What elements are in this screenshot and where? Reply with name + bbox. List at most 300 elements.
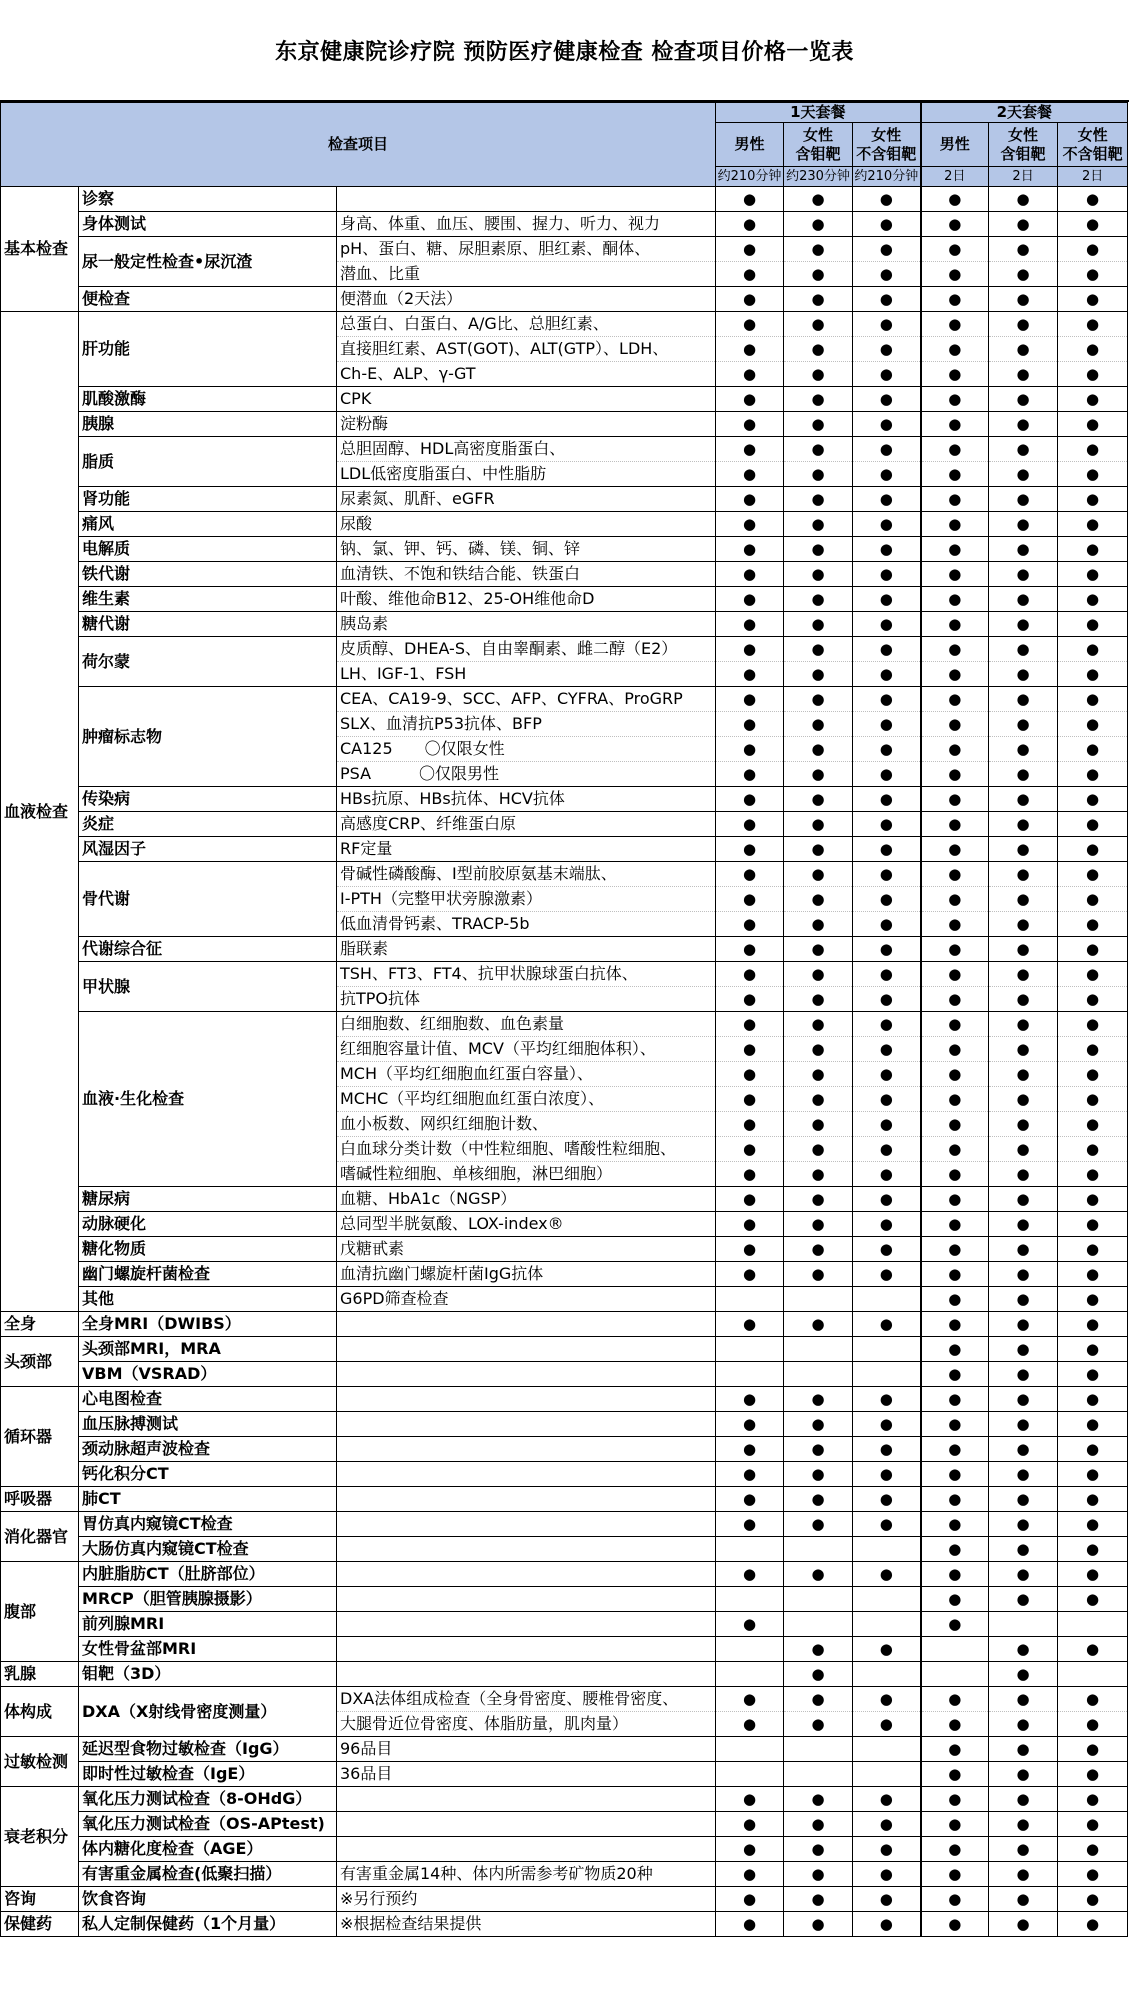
inclusion-mark: ● <box>989 1462 1058 1487</box>
inclusion-mark: ● <box>989 762 1058 787</box>
item-detail: 大腿骨近位骨密度、体脂肪量，肌肉量） <box>337 1712 716 1737</box>
inclusion-mark: ● <box>853 1712 921 1737</box>
inclusion-mark: ● <box>853 787 921 812</box>
item-detail: 淀粉酶 <box>337 412 716 437</box>
inclusion-mark: ● <box>853 1637 921 1662</box>
inclusion-mark: ● <box>784 987 853 1012</box>
inclusion-mark: ● <box>1058 1462 1128 1487</box>
inclusion-mark: ● <box>853 1087 921 1112</box>
inclusion-mark: ● <box>989 1312 1058 1337</box>
inclusion-mark: ● <box>921 937 989 962</box>
inclusion-mark: ● <box>716 637 784 662</box>
item-name: 痛风 <box>79 512 337 537</box>
inclusion-mark: ● <box>716 1262 784 1287</box>
inclusion-mark: ● <box>784 912 853 937</box>
item-detail <box>337 1787 716 1812</box>
inclusion-mark: ● <box>921 662 989 687</box>
inclusion-mark: ● <box>921 1162 989 1187</box>
inclusion-mark <box>921 1637 989 1662</box>
inclusion-mark: ● <box>784 662 853 687</box>
inclusion-mark: ● <box>921 487 989 512</box>
inclusion-mark <box>716 1362 784 1387</box>
inclusion-mark: ● <box>921 1912 989 1937</box>
inclusion-mark: ● <box>989 1412 1058 1437</box>
item-name: 脂质 <box>79 437 337 487</box>
inclusion-mark: ● <box>784 637 853 662</box>
item-detail: 胰岛素 <box>337 612 716 637</box>
item-detail: 低血清骨钙素、TRACP-5b <box>337 912 716 937</box>
inclusion-mark <box>989 1612 1058 1637</box>
item-detail <box>337 1587 716 1612</box>
inclusion-mark: ● <box>921 1362 989 1387</box>
inclusion-mark: ● <box>1058 1712 1128 1737</box>
inclusion-mark: ● <box>989 1387 1058 1412</box>
inclusion-mark: ● <box>989 212 1058 237</box>
table-row <box>1 1487 1128 1512</box>
plan-duration: 约210分钟 <box>716 167 784 187</box>
table-row <box>1 1212 1128 1237</box>
table-row <box>1 512 1128 537</box>
inclusion-mark: ● <box>784 512 853 537</box>
item-name: 钙化积分CT <box>79 1462 337 1487</box>
inclusion-mark: ● <box>989 287 1058 312</box>
plan-duration: 2日 <box>921 167 989 187</box>
item-detail: 脂联素 <box>337 937 716 962</box>
inclusion-mark: ● <box>1058 1487 1128 1512</box>
inclusion-mark <box>853 1662 921 1687</box>
inclusion-mark: ● <box>1058 587 1128 612</box>
item-name: 胰腺 <box>79 412 337 437</box>
inclusion-mark: ● <box>784 1112 853 1137</box>
inclusion-mark: ● <box>989 537 1058 562</box>
inclusion-mark: ● <box>1058 937 1128 962</box>
inclusion-mark: ● <box>784 237 853 262</box>
inclusion-mark: ● <box>921 612 989 637</box>
inclusion-mark: ● <box>1058 837 1128 862</box>
inclusion-mark: ● <box>921 1262 989 1287</box>
inclusion-mark: ● <box>1058 1237 1128 1262</box>
inclusion-mark: ● <box>1058 512 1128 537</box>
inclusion-mark: ● <box>921 512 989 537</box>
inclusion-mark: ● <box>989 1012 1058 1037</box>
item-detail: 总蛋白、白蛋白、A/G比、总胆红素、 <box>337 312 716 337</box>
inclusion-mark: ● <box>989 1487 1058 1512</box>
item-detail: I-PTH（完整甲状旁腺激素） <box>337 887 716 912</box>
category-cell: 呼吸器 <box>1 1487 79 1512</box>
inclusion-mark: ● <box>921 387 989 412</box>
inclusion-mark: ● <box>716 1187 784 1212</box>
inclusion-mark: ● <box>716 462 784 487</box>
item-name: 其他 <box>79 1287 337 1312</box>
inclusion-mark <box>716 1587 784 1612</box>
inclusion-mark: ● <box>989 1587 1058 1612</box>
inclusion-mark <box>853 1762 921 1787</box>
inclusion-mark: ● <box>1058 462 1128 487</box>
inclusion-mark: ● <box>784 612 853 637</box>
table-row <box>1 687 1128 712</box>
inclusion-mark: ● <box>784 262 853 287</box>
inclusion-mark: ● <box>716 1487 784 1512</box>
inclusion-mark: ● <box>1058 487 1128 512</box>
inclusion-mark: ● <box>716 837 784 862</box>
inclusion-mark: ● <box>921 1812 989 1837</box>
inclusion-mark: ● <box>921 912 989 937</box>
inclusion-mark: ● <box>1058 387 1128 412</box>
inclusion-mark: ● <box>716 537 784 562</box>
item-name: 电解质 <box>79 537 337 562</box>
table-row <box>1 587 1128 612</box>
inclusion-mark: ● <box>784 962 853 987</box>
item-name: VBM（VSRAD） <box>79 1362 337 1387</box>
item-detail: 骨碱性磷酸酶、Ⅰ型前胶原氨基末端肽、 <box>337 862 716 887</box>
inclusion-mark: ● <box>921 762 989 787</box>
inclusion-mark: ● <box>989 987 1058 1012</box>
inclusion-mark: ● <box>716 1887 784 1912</box>
inclusion-mark: ● <box>989 1687 1058 1712</box>
inclusion-mark: ● <box>1058 1837 1128 1862</box>
inclusion-mark: ● <box>1058 1012 1128 1037</box>
item-detail: 直接胆红素、AST(GOT)、ALT(GTP）、LDH、 <box>337 337 716 362</box>
item-detail: 总胆固醇、HDL高密度脂蛋白、 <box>337 437 716 462</box>
inclusion-mark: ● <box>853 1812 921 1837</box>
inclusion-mark: ● <box>716 212 784 237</box>
inclusion-mark <box>784 1537 853 1562</box>
inclusion-mark: ● <box>989 1537 1058 1562</box>
inclusion-mark: ● <box>716 687 784 712</box>
inclusion-mark: ● <box>784 1412 853 1437</box>
plan-column-header <box>716 123 784 167</box>
inclusion-mark: ● <box>716 612 784 637</box>
inclusion-mark: ● <box>784 1037 853 1062</box>
inclusion-mark: ● <box>853 737 921 762</box>
item-detail <box>337 187 716 212</box>
item-name: 心电图检查 <box>79 1387 337 1412</box>
table-row <box>1 1862 1128 1887</box>
inclusion-mark: ● <box>921 1212 989 1237</box>
inclusion-mark: ● <box>989 1187 1058 1212</box>
inclusion-mark: ● <box>921 412 989 437</box>
plan-duration: 约230分钟 <box>784 167 853 187</box>
page-title: 东京健康院诊疗院 预防医疗健康检查 检查项目价格一览表 <box>275 39 854 65</box>
inclusion-mark: ● <box>921 437 989 462</box>
inclusion-mark: ● <box>1058 1737 1128 1762</box>
plan-column-label-line: 不含钼靶 <box>1062 144 1123 163</box>
plan-duration: 2日 <box>989 167 1058 187</box>
plan-column-label-line: 女性 <box>1008 125 1039 144</box>
category-cell: 过敏检测 <box>1 1737 79 1787</box>
inclusion-mark <box>853 1537 921 1562</box>
item-detail <box>337 1337 716 1362</box>
inclusion-mark: ● <box>989 1137 1058 1162</box>
item-detail: CA125 〇仅限女性 <box>337 737 716 762</box>
inclusion-mark: ● <box>784 1212 853 1237</box>
item-name: 胃仿真内窥镜CT检查 <box>79 1512 337 1537</box>
item-detail: G6PD筛查检查 <box>337 1287 716 1312</box>
inclusion-mark: ● <box>716 987 784 1012</box>
inclusion-mark: ● <box>989 1837 1058 1862</box>
inclusion-mark: ● <box>784 1162 853 1187</box>
table-row <box>1 562 1128 587</box>
item-name: 颈动脉超声波检查 <box>79 1437 337 1462</box>
item-detail: 潜血、比重 <box>337 262 716 287</box>
inclusion-mark: ● <box>1058 762 1128 787</box>
inclusion-mark: ● <box>921 337 989 362</box>
inclusion-mark: ● <box>1058 712 1128 737</box>
inclusion-mark: ● <box>853 212 921 237</box>
inclusion-mark: ● <box>716 1787 784 1812</box>
inclusion-mark: ● <box>716 1612 784 1637</box>
inclusion-mark: ● <box>989 1812 1058 1837</box>
inclusion-mark: ● <box>784 1462 853 1487</box>
inclusion-mark: ● <box>921 1387 989 1412</box>
inclusion-mark: ● <box>989 562 1058 587</box>
inclusion-mark: ● <box>716 862 784 887</box>
inclusion-mark: ● <box>921 862 989 887</box>
inclusion-mark: ● <box>921 562 989 587</box>
inclusion-mark: ● <box>989 1037 1058 1062</box>
item-name: 血压脉搏测试 <box>79 1412 337 1437</box>
inclusion-mark: ● <box>716 587 784 612</box>
inclusion-mark: ● <box>716 762 784 787</box>
inclusion-mark: ● <box>716 812 784 837</box>
inclusion-mark: ● <box>853 1237 921 1262</box>
inclusion-mark: ● <box>989 1437 1058 1462</box>
inclusion-mark: ● <box>1058 337 1128 362</box>
inclusion-mark: ● <box>989 787 1058 812</box>
inclusion-mark: ● <box>853 1887 921 1912</box>
inclusion-mark <box>1058 1662 1128 1687</box>
inclusion-mark: ● <box>716 312 784 337</box>
inclusion-mark: ● <box>921 787 989 812</box>
inclusion-mark: ● <box>921 1062 989 1087</box>
inclusion-mark: ● <box>921 1862 989 1887</box>
inclusion-mark: ● <box>853 1487 921 1512</box>
inclusion-mark: ● <box>716 937 784 962</box>
inclusion-mark: ● <box>716 237 784 262</box>
inclusion-mark <box>784 1737 853 1762</box>
inclusion-mark <box>716 1337 784 1362</box>
inclusion-mark: ● <box>716 1812 784 1837</box>
item-detail <box>337 1637 716 1662</box>
inclusion-mark: ● <box>853 962 921 987</box>
plan-duration: 约210分钟 <box>853 167 921 187</box>
plan-column-header <box>853 123 921 167</box>
inclusion-mark: ● <box>921 1512 989 1537</box>
table-row <box>1 1612 1128 1637</box>
inclusion-mark: ● <box>921 637 989 662</box>
inclusion-mark: ● <box>853 1312 921 1337</box>
item-name: 肾功能 <box>79 487 337 512</box>
inclusion-mark: ● <box>853 1137 921 1162</box>
inclusion-mark: ● <box>853 762 921 787</box>
inclusion-mark: ● <box>989 337 1058 362</box>
inclusion-mark: ● <box>853 662 921 687</box>
category-cell: 体构成 <box>1 1687 79 1737</box>
inclusion-mark: ● <box>1058 1037 1128 1062</box>
category-cell: 咨询 <box>1 1887 79 1912</box>
plan-column-label-line: 女性 <box>1077 125 1108 144</box>
inclusion-mark: ● <box>989 862 1058 887</box>
inclusion-mark: ● <box>1058 1787 1128 1812</box>
inclusion-mark: ● <box>716 437 784 462</box>
inclusion-mark: ● <box>989 437 1058 462</box>
inclusion-mark: ● <box>1058 1087 1128 1112</box>
inclusion-mark: ● <box>716 1462 784 1487</box>
item-detail: 红细胞容量计值、MCV（平均红细胞体积）、 <box>337 1037 716 1062</box>
inclusion-mark: ● <box>989 262 1058 287</box>
inclusion-mark: ● <box>989 912 1058 937</box>
inclusion-mark: ● <box>921 1537 989 1562</box>
table-row <box>1 1412 1128 1437</box>
category-cell: 头颈部 <box>1 1337 79 1387</box>
inclusion-mark: ● <box>716 1512 784 1537</box>
inclusion-mark <box>853 1362 921 1387</box>
inclusion-mark: ● <box>716 1062 784 1087</box>
inclusion-mark: ● <box>989 1337 1058 1362</box>
inclusion-mark: ● <box>1058 987 1128 1012</box>
inclusion-mark: ● <box>1058 637 1128 662</box>
inclusion-mark: ● <box>853 1187 921 1212</box>
inclusion-mark: ● <box>989 1662 1058 1687</box>
inclusion-mark: ● <box>853 887 921 912</box>
item-detail: CPK <box>337 387 716 412</box>
inclusion-mark: ● <box>989 362 1058 387</box>
inclusion-mark: ● <box>989 1787 1058 1812</box>
item-detail <box>337 1662 716 1687</box>
inclusion-mark: ● <box>1058 1562 1128 1587</box>
inclusion-mark: ● <box>1058 1537 1128 1562</box>
item-detail: 戊糖甙素 <box>337 1237 716 1262</box>
item-detail: 白血球分类计数（中性粒细胞、嗜酸性粒细胞、 <box>337 1137 716 1162</box>
table-row <box>1 1787 1128 1812</box>
inclusion-mark: ● <box>1058 437 1128 462</box>
inclusion-mark <box>853 1287 921 1312</box>
inclusion-mark: ● <box>784 562 853 587</box>
item-detail: 便潜血（2天法） <box>337 287 716 312</box>
table-row <box>1 1887 1128 1912</box>
exam-items-table <box>0 102 1128 1937</box>
inclusion-mark <box>853 1587 921 1612</box>
item-name: 尿一般定性检查•尿沉渣 <box>79 237 337 287</box>
item-name: 代谢综合征 <box>79 937 337 962</box>
inclusion-mark: ● <box>1058 537 1128 562</box>
table-row <box>1 1337 1128 1362</box>
table-row <box>1 1812 1128 1837</box>
inclusion-mark: ● <box>716 912 784 937</box>
inclusion-mark: ● <box>716 1037 784 1062</box>
table-row <box>1 1462 1128 1487</box>
item-name: 大肠仿真内窥镜CT检查 <box>79 1537 337 1562</box>
inclusion-mark: ● <box>853 1512 921 1537</box>
item-detail <box>337 1387 716 1412</box>
inclusion-mark: ● <box>921 1462 989 1487</box>
inclusion-mark: ● <box>716 1412 784 1437</box>
item-detail <box>337 1537 716 1562</box>
inclusion-mark: ● <box>853 1112 921 1137</box>
inclusion-mark: ● <box>853 687 921 712</box>
inclusion-mark: ● <box>853 1212 921 1237</box>
item-detail: 尿酸 <box>337 512 716 537</box>
item-detail: 皮质醇、DHEA-S、自由睾酮素、雌二醇（E2） <box>337 637 716 662</box>
inclusion-mark: ● <box>784 437 853 462</box>
inclusion-mark <box>853 1737 921 1762</box>
inclusion-mark: ● <box>853 912 921 937</box>
item-name: 氧化压力测试检查（OS-APtest) <box>79 1812 337 1837</box>
inclusion-mark <box>784 1287 853 1312</box>
plan-column-header <box>1058 123 1128 167</box>
item-name: 传染病 <box>79 787 337 812</box>
table-row <box>1 237 1128 262</box>
inclusion-mark: ● <box>989 637 1058 662</box>
inclusion-mark: ● <box>921 1737 989 1762</box>
inclusion-mark: ● <box>921 1787 989 1812</box>
item-detail: RF定量 <box>337 837 716 862</box>
item-name: 延迟型食物过敏检查（IgG） <box>79 1737 337 1762</box>
inclusion-mark: ● <box>853 312 921 337</box>
item-name: 炎症 <box>79 812 337 837</box>
inclusion-mark: ● <box>853 337 921 362</box>
inclusion-mark: ● <box>989 1087 1058 1112</box>
inclusion-mark: ● <box>1058 362 1128 387</box>
table-row <box>1 1512 1128 1537</box>
inclusion-mark <box>784 1337 853 1362</box>
plan-column-header <box>784 123 853 167</box>
item-detail: 嗜碱性粒细胞、单核细胞，淋巴细胞） <box>337 1162 716 1187</box>
inclusion-mark: ● <box>716 962 784 987</box>
inclusion-mark: ● <box>853 812 921 837</box>
category-cell: 血液检查 <box>1 312 79 1312</box>
inclusion-mark: ● <box>853 837 921 862</box>
inclusion-mark: ● <box>921 1237 989 1262</box>
table-row <box>1 612 1128 637</box>
item-name: 身体测试 <box>79 212 337 237</box>
inclusion-mark: ● <box>1058 1287 1128 1312</box>
plan-column-header <box>989 123 1058 167</box>
plan-column-label-line: 含钼靶 <box>1000 144 1046 163</box>
inclusion-mark: ● <box>921 1837 989 1862</box>
inclusion-mark: ● <box>784 1137 853 1162</box>
inclusion-mark: ● <box>716 1012 784 1037</box>
inclusion-mark: ● <box>853 1387 921 1412</box>
inclusion-mark: ● <box>921 187 989 212</box>
inclusion-mark: ● <box>989 937 1058 962</box>
inclusion-mark: ● <box>921 687 989 712</box>
plan-column-label-line: 男性 <box>734 135 765 153</box>
inclusion-mark: ● <box>1058 312 1128 337</box>
table-row <box>1 637 1128 662</box>
inclusion-mark: ● <box>989 462 1058 487</box>
inclusion-mark <box>784 1762 853 1787</box>
inclusion-mark: ● <box>853 262 921 287</box>
inclusion-mark: ● <box>989 1362 1058 1387</box>
inclusion-mark: ● <box>853 1062 921 1087</box>
item-name: 幽门螺旋杆菌检查 <box>79 1262 337 1287</box>
inclusion-mark <box>784 1587 853 1612</box>
inclusion-mark: ● <box>853 462 921 487</box>
inclusion-mark: ● <box>784 787 853 812</box>
inclusion-mark: ● <box>989 1237 1058 1262</box>
inclusion-mark: ● <box>1058 687 1128 712</box>
inclusion-mark: ● <box>921 1412 989 1437</box>
inclusion-mark: ● <box>784 1687 853 1712</box>
inclusion-mark: ● <box>716 787 784 812</box>
inclusion-mark: ● <box>784 1312 853 1337</box>
category-cell: 保健药 <box>1 1912 79 1937</box>
inclusion-mark: ● <box>1058 562 1128 587</box>
inclusion-mark: ● <box>921 1887 989 1912</box>
inclusion-mark: ● <box>989 1212 1058 1237</box>
inclusion-mark: ● <box>989 487 1058 512</box>
